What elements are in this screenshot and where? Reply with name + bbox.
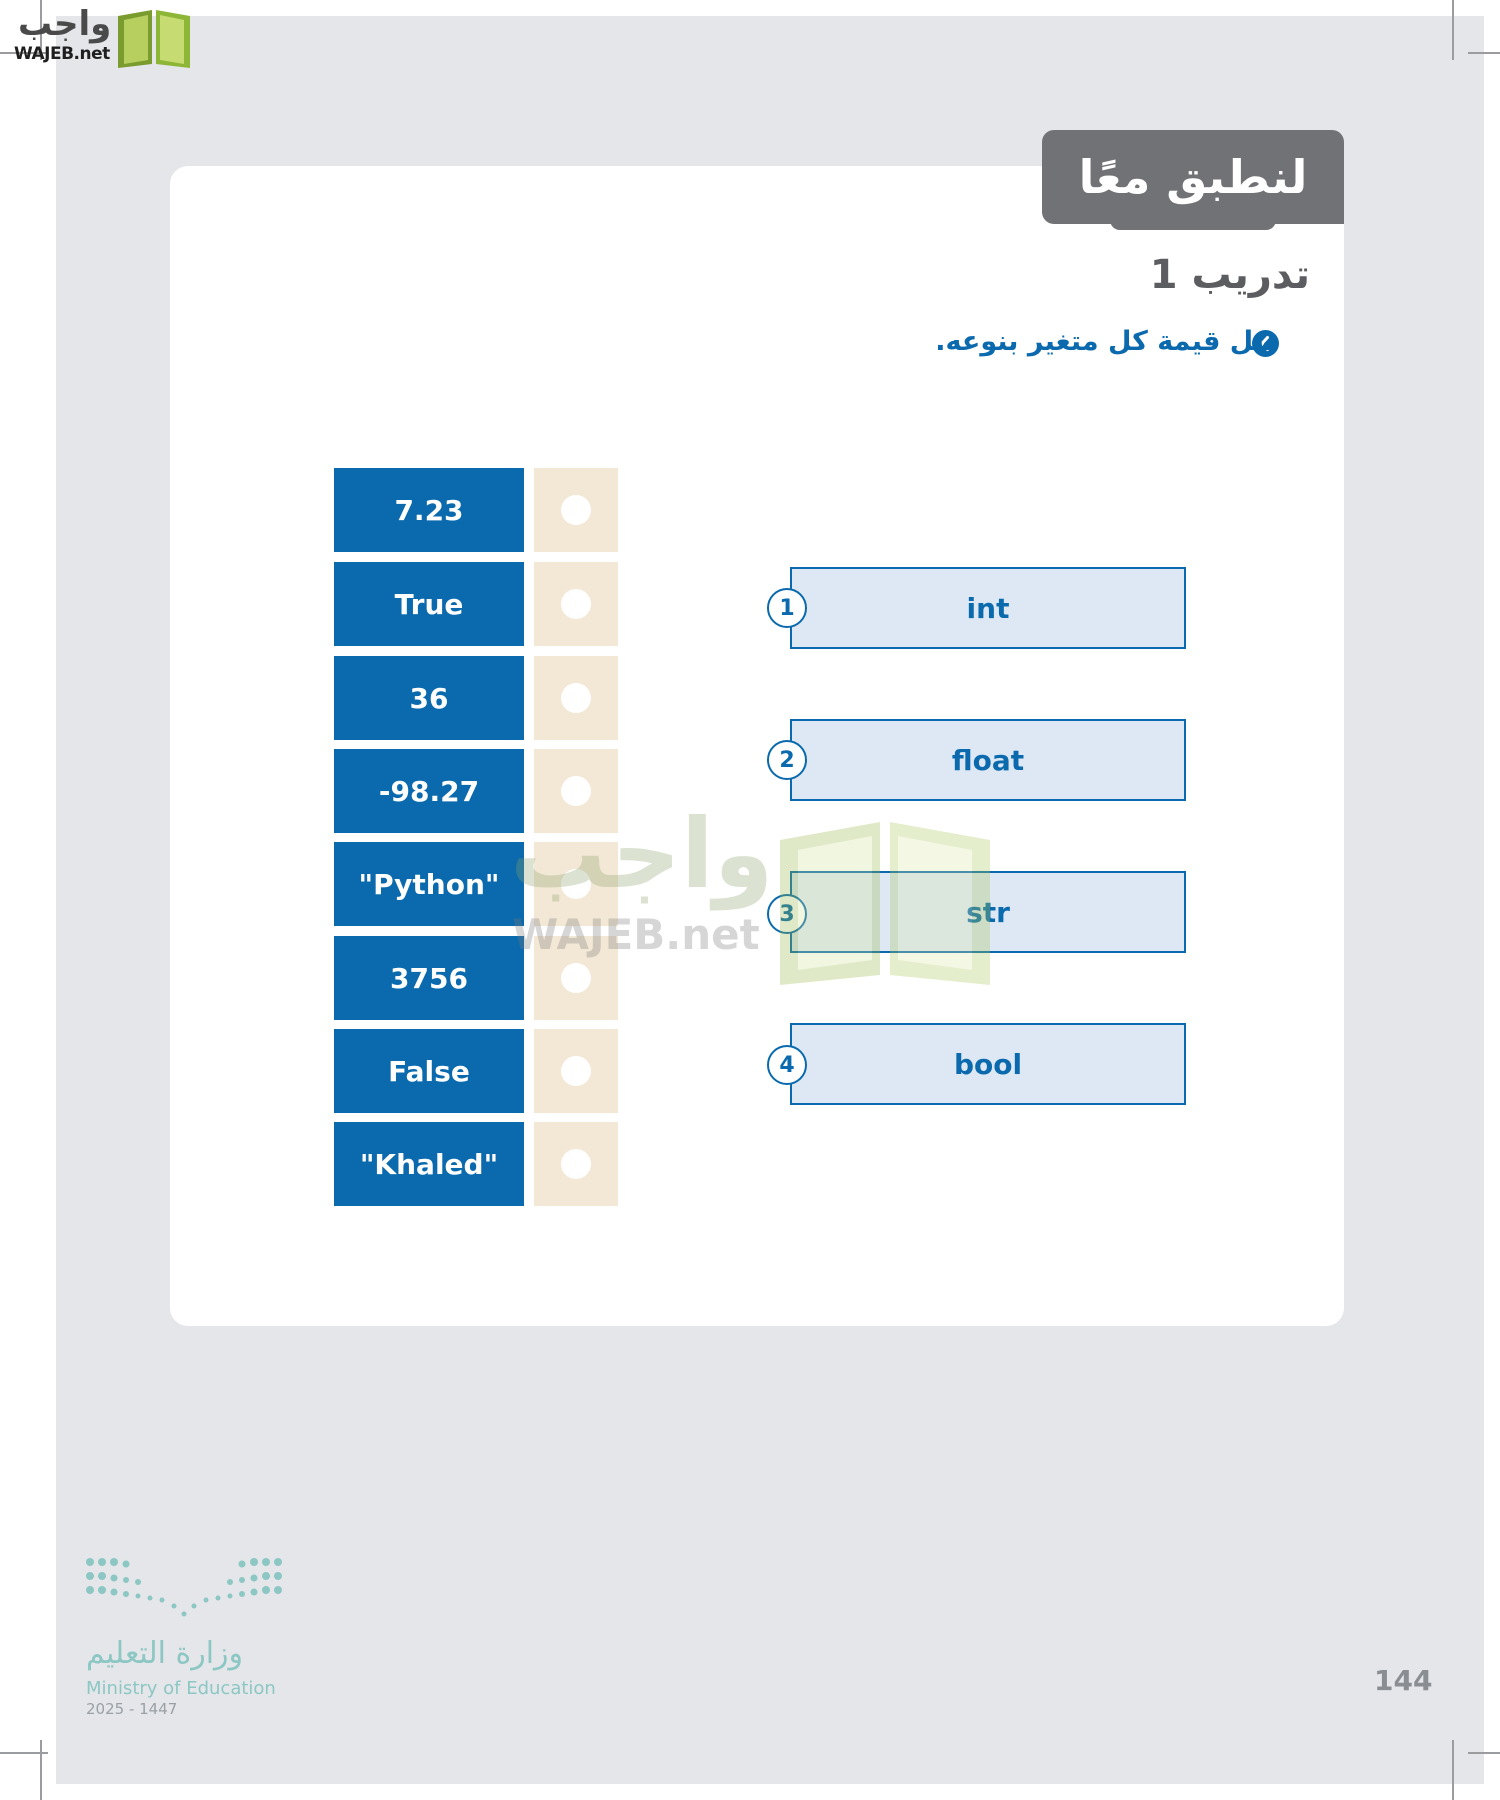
connector-dot[interactable] (561, 869, 591, 899)
value-box: 7.23 (334, 468, 524, 552)
crop-mark (40, 1740, 42, 1800)
connector-dot[interactable] (561, 589, 591, 619)
crop-mark (0, 1752, 48, 1754)
connector-cell (534, 656, 618, 740)
exercise-title: تدريب 1 (1149, 252, 1310, 298)
type-number-badge: 2 (767, 740, 807, 780)
value-box: False (334, 1029, 524, 1113)
type-box-bool[interactable]: bool (790, 1023, 1186, 1105)
value-box: 3756 (334, 936, 524, 1020)
watermark-latin: WAJEB.net (512, 910, 760, 959)
ministry-name-english: Ministry of Education (86, 1678, 276, 1699)
connector-cell (534, 1029, 618, 1113)
value-box: "Python" (334, 842, 524, 926)
connector-dot[interactable] (561, 495, 591, 525)
ministry-year: 2025 - 1447 (86, 1700, 178, 1718)
type-number-badge: 4 (767, 1045, 807, 1085)
exercise-instruction: صل قيمة كل متغير بنوعه. (935, 326, 1280, 357)
type-box-int[interactable]: int (790, 567, 1186, 649)
connector-dot[interactable] (561, 1149, 591, 1179)
connector-cell (534, 936, 618, 1020)
watermark-arabic: واجب (510, 798, 774, 910)
connector-cell (534, 468, 618, 552)
crop-mark (1452, 1740, 1454, 1800)
type-number-badge: 1 (767, 588, 807, 628)
page-number: 144 (1374, 1664, 1433, 1697)
type-number-badge: 3 (767, 894, 807, 934)
value-box: 36 (334, 656, 524, 740)
type-box-float[interactable]: float (790, 719, 1186, 801)
connector-cell (534, 1122, 618, 1206)
crop-mark (1468, 1752, 1500, 1754)
value-box: "Khaled" (334, 1122, 524, 1206)
site-logo-arabic: واجب (18, 4, 112, 44)
type-box-str[interactable]: str (790, 871, 1186, 953)
crop-mark (1468, 52, 1500, 54)
value-box: True (334, 562, 524, 646)
connector-dot[interactable] (561, 683, 591, 713)
section-title: لنطبق معًا (1042, 130, 1344, 224)
site-logo-latin: WAJEB.net (14, 44, 110, 64)
connector-cell (534, 749, 618, 833)
value-box: -98.27 (334, 749, 524, 833)
connector-dot[interactable] (561, 1056, 591, 1086)
connector-dot[interactable] (561, 963, 591, 993)
connector-cell (534, 842, 618, 926)
connector-cell (534, 562, 618, 646)
crop-mark (1452, 0, 1454, 60)
open-book-icon (114, 6, 194, 68)
ministry-emblem-icon (84, 1556, 284, 1626)
site-logo[interactable] (8, 4, 193, 70)
connector-dot[interactable] (561, 776, 591, 806)
ministry-name-arabic: وزارة التعليم (86, 1636, 244, 1671)
